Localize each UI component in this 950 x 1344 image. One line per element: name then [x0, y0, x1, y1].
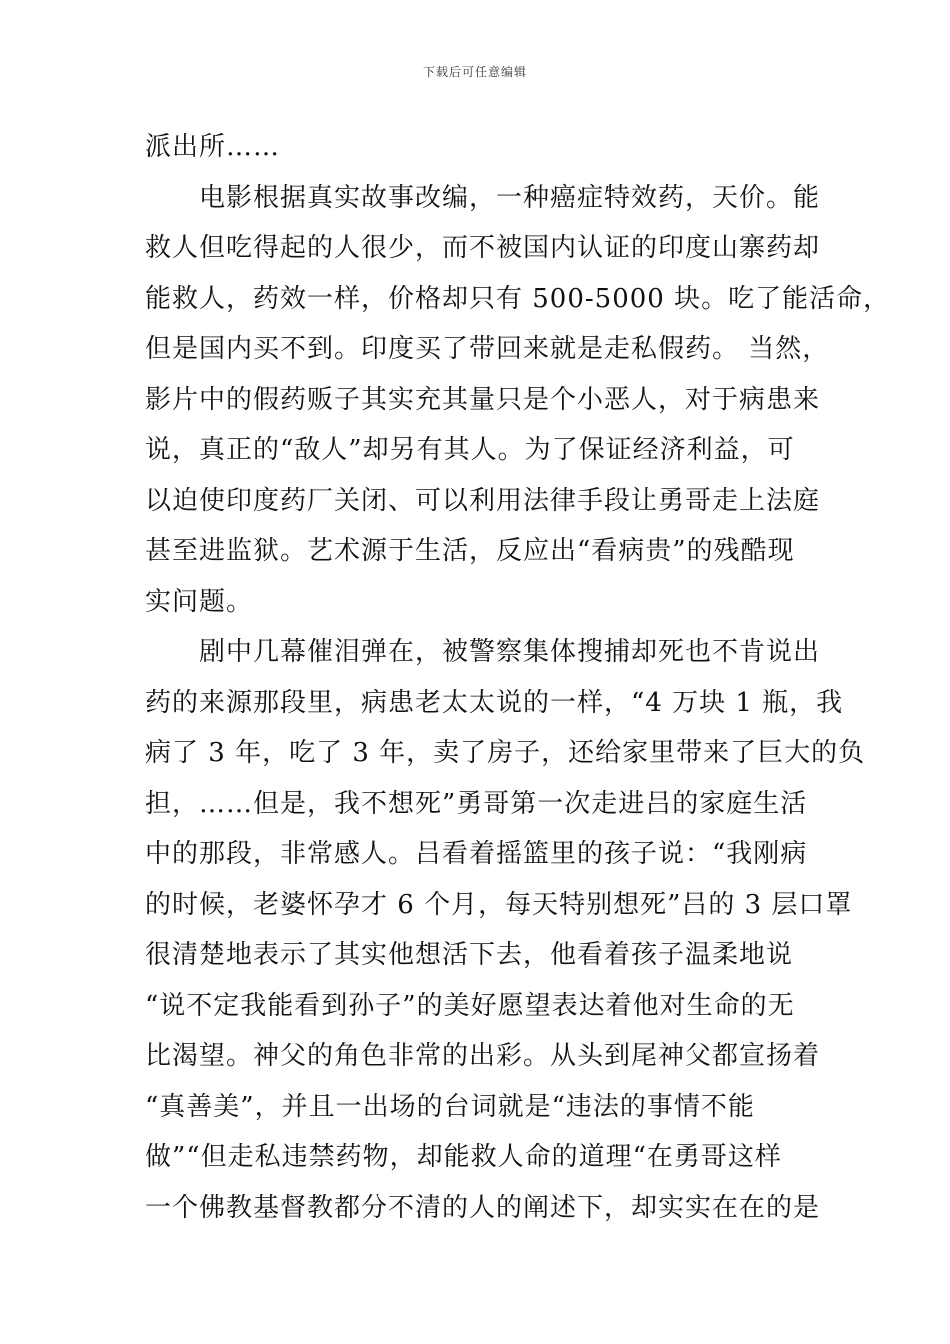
text-line: 能救人，药效一样，价格却只有 500-5000 块。吃了能活命， — [145, 283, 891, 314]
text-line: 一个佛教基督教都分不清的人的阐述下，却实实在在的是 — [145, 1192, 821, 1223]
text-line: 救人但吃得起的人很少，而不被国内认证的印度山寨药却 — [145, 233, 821, 263]
text-line: 的时候，老婆怀孕才 6 个月，每天特别想死”吕的 3 层口罩 — [145, 889, 853, 920]
paragraph — [145, 122, 810, 173]
text-line: 以迫使印度药厂关闭、可以利用法律手段让勇哥走上法庭 — [145, 485, 821, 516]
text-line: 说，真正的“敌人”却另有其人。为了保证经济利益，可 — [145, 435, 795, 465]
text-line: 担，……但是，我不想死”勇哥第一次走进吕的家庭生活 — [145, 788, 808, 819]
text-line: “说不定我能看到孙子”的美好愿望表达着他对生命的无 — [145, 990, 795, 1021]
text-line: 做”“但走私违禁药物，却能救人命的道理“在勇哥这样 — [145, 1142, 782, 1172]
text-line: 影片中的假药贩子其实充其量只是个小恶人，对于病患来 — [145, 384, 821, 415]
text-line: 甚至进监狱。艺术源于生活，反应出“看病贵”的残酷现 — [145, 536, 795, 566]
text-line: 派出所…… — [145, 132, 281, 162]
text-line: 中的那段，非常感人。吕看着摇篮里的孩子说：“我刚病 — [145, 839, 808, 869]
text-line: 电影根据真实故事改编，一种癌症特效药，天价。能 — [199, 182, 821, 213]
text-line: “真善美”，并且一出场的台词就是“违法的事情不能 — [145, 1091, 755, 1122]
text-line: 药的来源那段里，病患老太太说的一样，“4 万块 1 瓶，我 — [145, 687, 844, 718]
text-line: 很清楚地表示了其实他想活下去，他看着孩子温柔地说 — [145, 940, 794, 970]
paragraph — [145, 627, 866, 1233]
document-body — [145, 122, 891, 1233]
page-header: 下载后可任意编辑 — [422, 65, 527, 79]
text-line: 比渴望。神父的角色非常的出彩。从头到尾神父都宣扬着 — [145, 1041, 821, 1071]
text-line: 剧中几幕催泪弹在，被警察集体搜捕却死也不肯说出 — [199, 637, 821, 667]
text-line: 实问题。 — [145, 586, 254, 617]
text-line: 病了 3 年，吃了 3 年，卖了房子，还给家里带来了巨大的负 — [145, 738, 866, 768]
paragraph — [145, 173, 891, 628]
text-line: 但是国内买不到。印度买了带回来就是走私假药。 当然， — [145, 334, 830, 364]
